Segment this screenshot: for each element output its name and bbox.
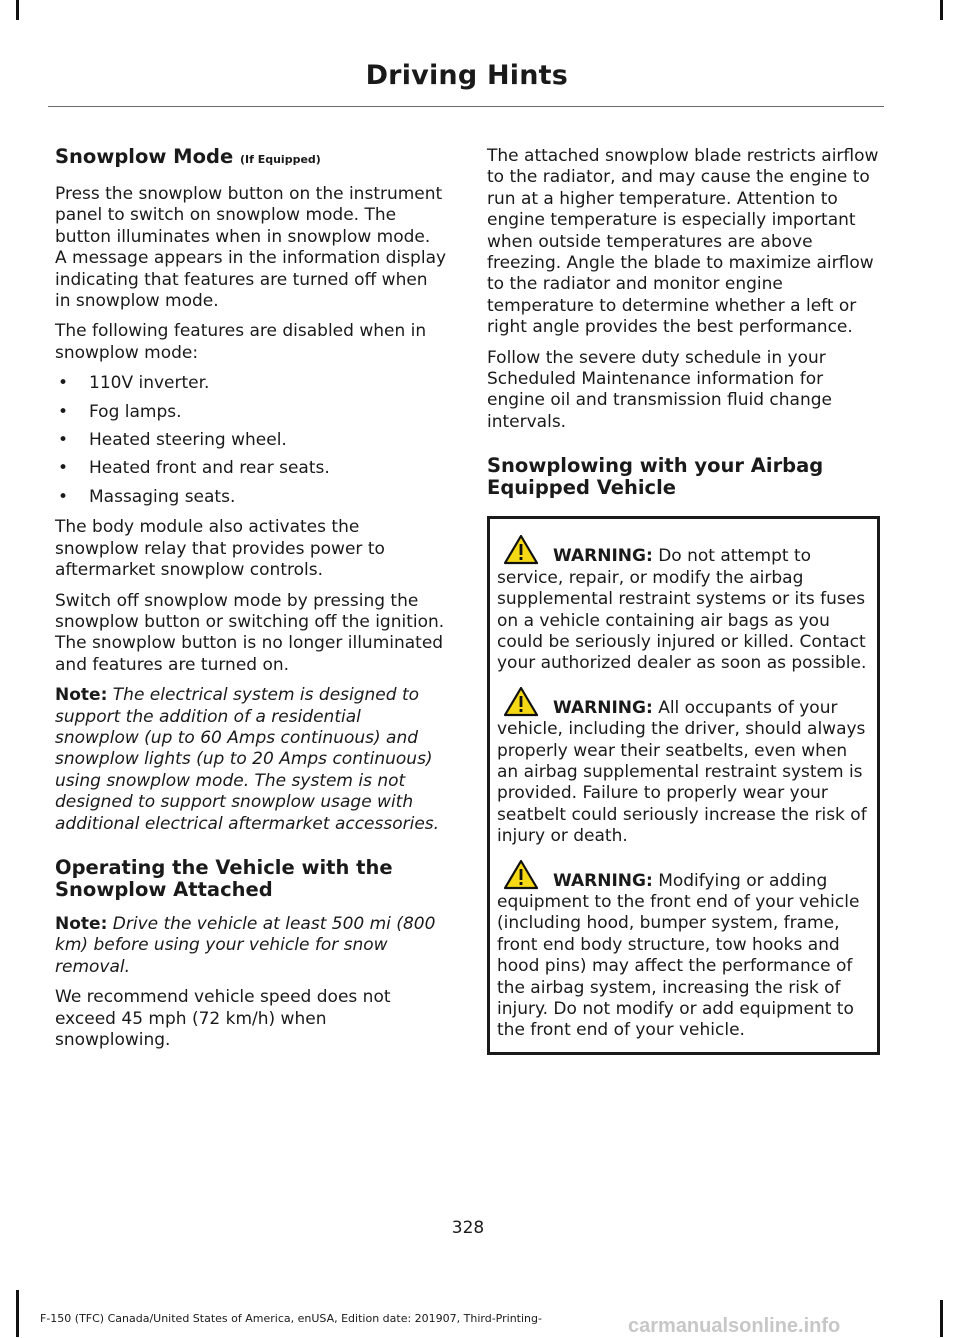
note-label: Note: — [55, 913, 108, 934]
snowplow-mode-heading-text: Snowplow Mode — [55, 145, 234, 168]
header-divider — [48, 106, 884, 107]
electrical-note — [55, 685, 447, 835]
warning-item — [497, 687, 870, 848]
note-text: The electrical system is designed to support the addition of a residential snowplow (up to 60 Amps continuous) and snowplow lights (up to 20 Amps continuous) using snowplow mode. The system is not designed to support snowplow usage with additional electrical aftermarket accessories. — [55, 685, 440, 834]
snowplow-mode-paragraph-3: The body module also activates the snowplow relay that provides power to aftermarket snowplow controls. — [55, 517, 385, 581]
bullet-mark: • — [58, 458, 69, 479]
airbag-heading: Snowplowing with your Airbag Equipped Vehicle — [487, 454, 824, 500]
warning-triangle-icon — [503, 535, 553, 565]
bullet-mark: • — [58, 401, 69, 422]
bullet-mark: • — [58, 373, 69, 394]
snowplow-mode-heading — [55, 146, 447, 171]
bullet-mark: • — [58, 430, 69, 451]
list-item-text: Fog lamps. — [89, 401, 182, 422]
edition-footer: F-150 (TFC) Canada/United States of America, enUSA, Edition date: 201907, Third-Printing- — [40, 1312, 542, 1325]
watermark: carmanualsonline.info — [628, 1315, 841, 1337]
warning-text: Do not attempt to service, repair, or modify the airbag supplemental restraint systems or its fuses on a vehicle containing air bags as you could be seriously injured or killed. Contact your authorized dealer as soon as possible. — [497, 546, 867, 674]
crop-mark-bottom-right — [940, 1300, 943, 1337]
warning-item — [497, 860, 870, 1042]
disabled-features-list — [55, 373, 447, 508]
right-column — [487, 146, 879, 1055]
list-item — [55, 373, 447, 394]
break-in-note — [55, 914, 447, 978]
note-text: Drive the vehicle at least 500 mi (800 km) before using your vehicle for snow removal. — [55, 913, 436, 977]
page-title: Driving Hints — [365, 60, 568, 91]
warning-triangle-icon — [503, 687, 553, 717]
list-item-text: Heated front and rear seats. — [89, 458, 330, 479]
crop-mark-bottom-left — [16, 1290, 19, 1337]
operating-heading: Operating the Vehicle with the Snowplow Attached — [55, 855, 393, 901]
list-item-text: Massaging seats. — [89, 486, 236, 507]
snowplow-mode-paragraph-4: Switch off snowplow mode by pressing the snowplow button or switching off the ignition. The snowplow button is no longer illuminated and features are turned on. — [55, 590, 445, 675]
list-item — [55, 430, 447, 451]
crop-mark-top-right — [940, 0, 943, 20]
speed-recommendation: We recommend vehicle speed does not exceed 45 mph (72 km/h) when snowplowing. — [55, 987, 391, 1050]
snowplow-mode-paragraph-1: Press the snowplow button on the instrument panel to switch on snowplow mode. The button illuminates when in snowplow mode. A message appears in the information display indicating that features are turned off when in snowplow mode. — [55, 184, 447, 312]
page-number: 328 — [451, 1218, 485, 1238]
note-label: Note: — [55, 685, 108, 706]
if-equipped-label: (If Equipped) — [239, 153, 321, 166]
list-item — [55, 487, 447, 508]
crop-mark-top-left — [16, 0, 19, 20]
warning-triangle-icon — [503, 860, 553, 890]
list-item-text: Heated steering wheel. — [89, 430, 287, 451]
list-item — [55, 458, 447, 479]
list-item-text: 110V inverter. — [89, 373, 210, 394]
warning-label: WARNING: — [553, 546, 653, 567]
warning-label: WARNING: — [553, 697, 653, 718]
maintenance-paragraph: Follow the severe duty schedule in your Scheduled Maintenance information for engine oil and transmission fluid change intervals. — [487, 347, 832, 432]
warning-item — [497, 535, 870, 674]
list-item — [55, 402, 447, 423]
left-column — [55, 146, 447, 1060]
snowplow-mode-paragraph-2: The following features are disabled when in snowplow mode: — [55, 321, 427, 363]
warning-label: WARNING: — [553, 870, 653, 891]
warning-text: Modifying or adding equipment to the front end of your vehicle (including hood, bumper system, frame, front end body structure, tow hooks and hood pins) may affect the performance of the airbag system, increasing the risk of injury. Do not modify or add equipment to the front end of your vehicle. — [497, 870, 860, 1041]
bullet-mark: • — [58, 486, 69, 507]
warning-text: All occupants of your vehicle, including the driver, should always properly wear their seatbelts, even when an airbag supplemental restraint system is provided. Failure to properly wear your seatbelt could seriously increase the risk of injury or death. — [497, 697, 867, 847]
blade-airflow-paragraph: The attached snowplow blade restricts airflow to the radiator, and may cause the engine to run at a higher temperature. Attention to engine temperature is especially important when outside temperatures are above freezing. Angle the blade to maximize airflow to the radiator and monitor engine temperature to determine whether a left or right angle provides the best performance. — [487, 146, 879, 338]
warning-box — [487, 516, 880, 1055]
